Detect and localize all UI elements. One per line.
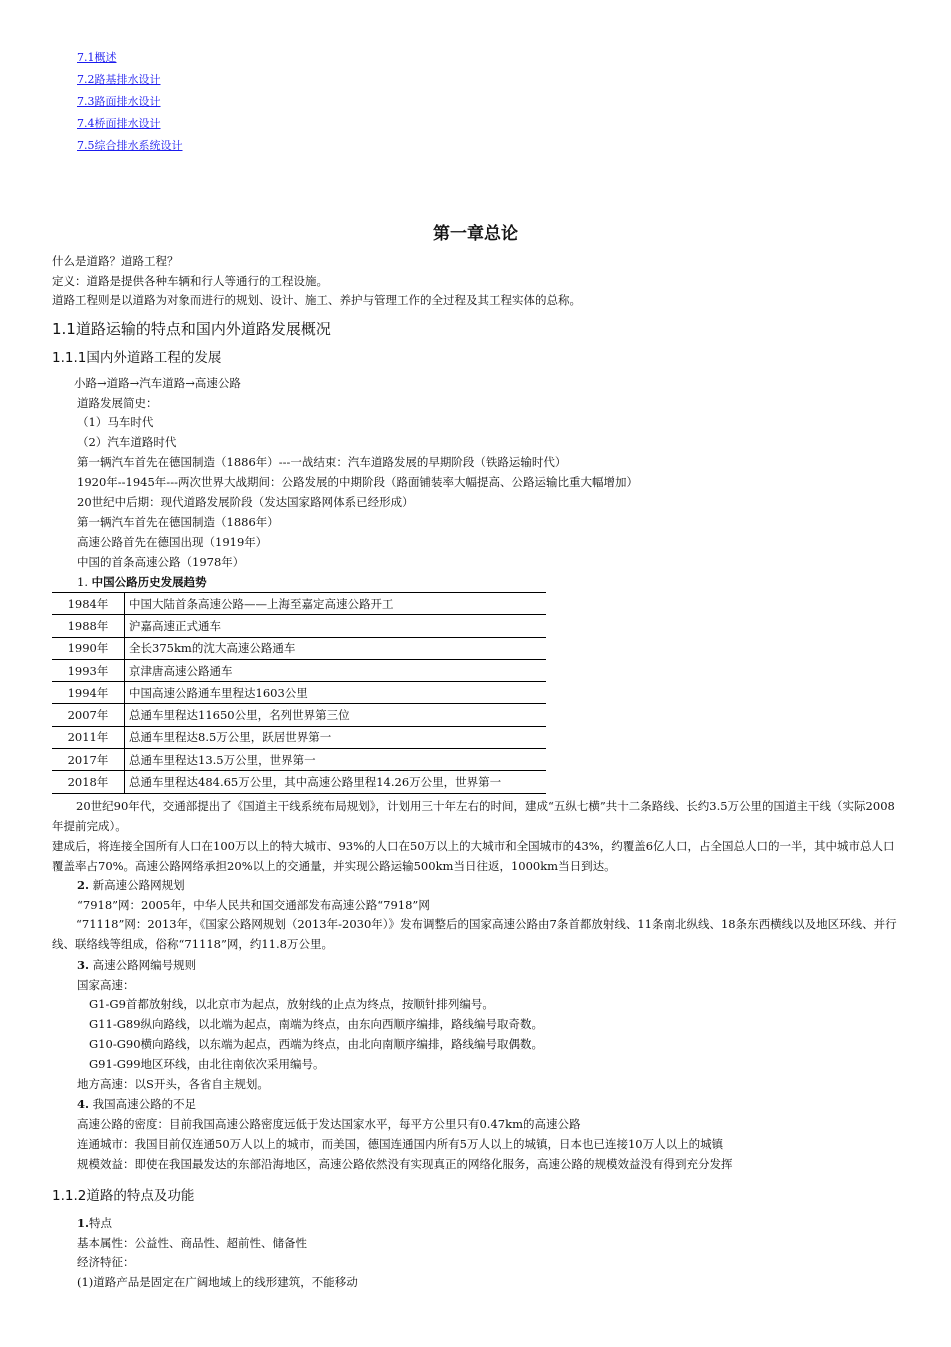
trend-title: 中国公路历史发展趋势 xyxy=(91,575,207,589)
toc-link-7-2[interactable]: 7.2路基排水设计 xyxy=(77,73,161,86)
year-cell: 1988年 xyxy=(52,615,125,637)
dev-line: （1）马车时代 xyxy=(77,415,154,429)
table-row xyxy=(52,726,546,748)
new-plan-heading xyxy=(77,877,185,893)
table-row xyxy=(52,659,546,681)
section-heading-1-1-1: 1.1.1国内外道路工程的发展 xyxy=(52,350,222,366)
feature-title: 特点 xyxy=(89,1216,113,1230)
table-of-contents xyxy=(77,47,183,157)
event-cell: 总通车里程达8.5万公里，跃居世界第一 xyxy=(125,726,547,748)
trend-heading xyxy=(77,574,207,590)
dev-line: 中国的首条高速公路（1978年） xyxy=(77,555,245,569)
intro-question: 什么是道路？道路工程？ xyxy=(52,254,179,268)
event-cell: 中国大陆首条高速公路——上海至嘉定高速公路开工 xyxy=(125,593,547,615)
paragraph-coverage: 建成后，将连接全国所有人口在100万以上的特大城市、93%的人口在50万以上的大城市和全国城市的43%，约覆盖6亿人口，占全国总人口的一半，其中城市总人口覆盖率占70%。高速公路网络承担20%以上的交通量，并实现公路运输500km当日往返，1000km当日到达。 xyxy=(52,839,895,873)
table-row xyxy=(52,593,546,615)
feature-line: 经济特征： xyxy=(77,1255,135,1269)
table-row xyxy=(52,637,546,659)
numbering-rule: G10-G90横向路线，以东端为起点，西端为终点，由北向南顺序编排，路线编号取偶数。 xyxy=(89,1037,544,1051)
chapter-title: 第一章总论 xyxy=(433,224,518,244)
intro-definition: 定义：道路是提供各种车辆和行人等通行的工程设施。 xyxy=(52,274,328,288)
paragraph-90s-plan: 20世纪90年代，交通部提出了《国道主干线系统布局规划》，计划用三十年左右的时间，建成“五纵七横”共十二条路线、长约3.5万公里的国道主干线（实际2008年提前完成）。 xyxy=(52,799,895,833)
section-heading-1-1: 1.1道路运输的特点和国内外道路发展概况 xyxy=(52,320,331,338)
dev-line: 第一辆汽车首先在德国制造（1886年） xyxy=(77,515,279,529)
feature-line: (1)道路产品是固定在广阔地域上的线形建筑，不能移动 xyxy=(77,1275,358,1289)
toc-link-7-1[interactable]: 7.1概述 xyxy=(77,51,117,64)
new-plan-number: 2. xyxy=(77,878,90,892)
table-row xyxy=(52,749,546,771)
dev-line: 小路→道路→汽车道路→高速公路 xyxy=(74,376,241,390)
year-cell: 1990年 xyxy=(52,637,125,659)
year-cell: 2007年 xyxy=(52,704,125,726)
feature-line: 基本属性：公益性、商品性、超前性、储备性 xyxy=(77,1236,307,1250)
dev-line: 1920年--1945年---两次世界大战期间：公路发展的中期阶段（路面铺装率大幅提高、公路运输比重大幅增加） xyxy=(77,475,638,489)
event-cell: 沪嘉高速正式通车 xyxy=(125,615,547,637)
year-cell: 1993年 xyxy=(52,659,125,681)
national-label: 国家高速： xyxy=(77,978,135,992)
feature-number: 1. xyxy=(77,1216,90,1230)
event-cell: 总通车里程达11650公里，名列世界第三位 xyxy=(125,704,547,726)
table-row xyxy=(52,704,546,726)
shortage-line: 规模效益：即使在我国最发达的东部沿海地区，高速公路依然没有实现真正的网络化服务，高速公路的规模效益没有得到充分发挥 xyxy=(77,1157,733,1171)
shortage-line: 连通城市：我国目前仅连通50万人以上的城市，而美国，德国连通国内所有5万人以上的城镇，日本也已连接10万人以上的城镇 xyxy=(77,1137,724,1151)
table-row xyxy=(52,682,546,704)
numbering-rule: G91-G99地区环线，由北往南依次采用编号。 xyxy=(89,1057,325,1071)
numbering-rule: G11-G89纵向路线，以北端为起点，南端为终点，由东向西顺序编排，路线编号取奇数。 xyxy=(89,1017,544,1031)
shortage-heading xyxy=(77,1096,196,1112)
toc-link-7-3[interactable]: 7.3路面排水设计 xyxy=(77,95,161,108)
dev-line: （2）汽车道路时代 xyxy=(77,435,177,449)
dev-line: 第一辆汽车首先在德国制造（1886年）---一战结束：汽车道路发展的早期阶段（铁路运输时代） xyxy=(77,455,567,469)
event-cell: 总通车里程达13.5万公里，世界第一 xyxy=(125,749,547,771)
table-row xyxy=(52,771,546,793)
year-cell: 2011年 xyxy=(52,726,125,748)
year-cell: 2017年 xyxy=(52,749,125,771)
plan-71118: “71118”网：2013年，《国家公路网规划（2013年-2030年）》发布调整后的国家高速公路由7条首都放射线、11条南北纵线、18条东西横线以及地区环线、并行线、联络线等组成，俗称“71118”网，约11.8万公里。 xyxy=(52,917,897,951)
toc-link-7-5[interactable]: 7.5综合排水系统设计 xyxy=(77,139,183,152)
event-cell: 京津唐高速公路通车 xyxy=(125,659,547,681)
event-cell: 总通车里程达484.65万公里，其中高速公路里程14.26万公里，世界第一 xyxy=(125,771,547,793)
trend-number: 1. xyxy=(77,575,88,589)
shortage-number: 4. xyxy=(77,1097,90,1111)
dev-line: 20世纪中后期：现代道路发展阶段（发达国家路网体系已经形成） xyxy=(77,495,414,509)
shortage-line: 高速公路的密度：目前我国高速公路密度远低于发达国家水平，每平方公里只有0.47km的高速公路 xyxy=(77,1117,581,1131)
event-cell: 中国高速公路通车里程达1603公里 xyxy=(125,682,547,704)
history-table xyxy=(52,592,546,794)
table-row xyxy=(52,615,546,637)
shortage-title: 我国高速公路的不足 xyxy=(92,1097,197,1111)
dev-line: 道路发展简史： xyxy=(77,396,158,410)
local-rule: 地方高速：以S开头，各省自主规划。 xyxy=(77,1077,269,1091)
plan-7918: “7918”网：2005年，中华人民共和国交通部发布高速公路“7918”网 xyxy=(77,898,430,912)
feature-heading xyxy=(77,1215,112,1231)
new-plan-title: 新高速公路网规划 xyxy=(92,878,185,892)
dev-line: 高速公路首先在德国出现（1919年） xyxy=(77,535,268,549)
toc-link-7-4[interactable]: 7.4桥面排水设计 xyxy=(77,117,161,130)
section-heading-1-1-2: 1.1.2道路的特点及功能 xyxy=(52,1188,195,1204)
year-cell: 1984年 xyxy=(52,593,125,615)
numbering-number: 3. xyxy=(77,958,90,972)
numbering-title: 高速公路网编号规则 xyxy=(92,958,197,972)
intro-engineering: 道路工程则是以道路为对象而进行的规划、设计、施工、养护与管理工作的全过程及其工程实体的总称。 xyxy=(52,293,581,307)
event-cell: 全长375km的沈大高速公路通车 xyxy=(125,637,547,659)
numbering-heading xyxy=(77,957,196,973)
year-cell: 2018年 xyxy=(52,771,125,793)
year-cell: 1994年 xyxy=(52,682,125,704)
numbering-rule: G1-G9首都放射线，以北京市为起点，放射线的止点为终点，按顺针排列编号。 xyxy=(89,997,494,1011)
